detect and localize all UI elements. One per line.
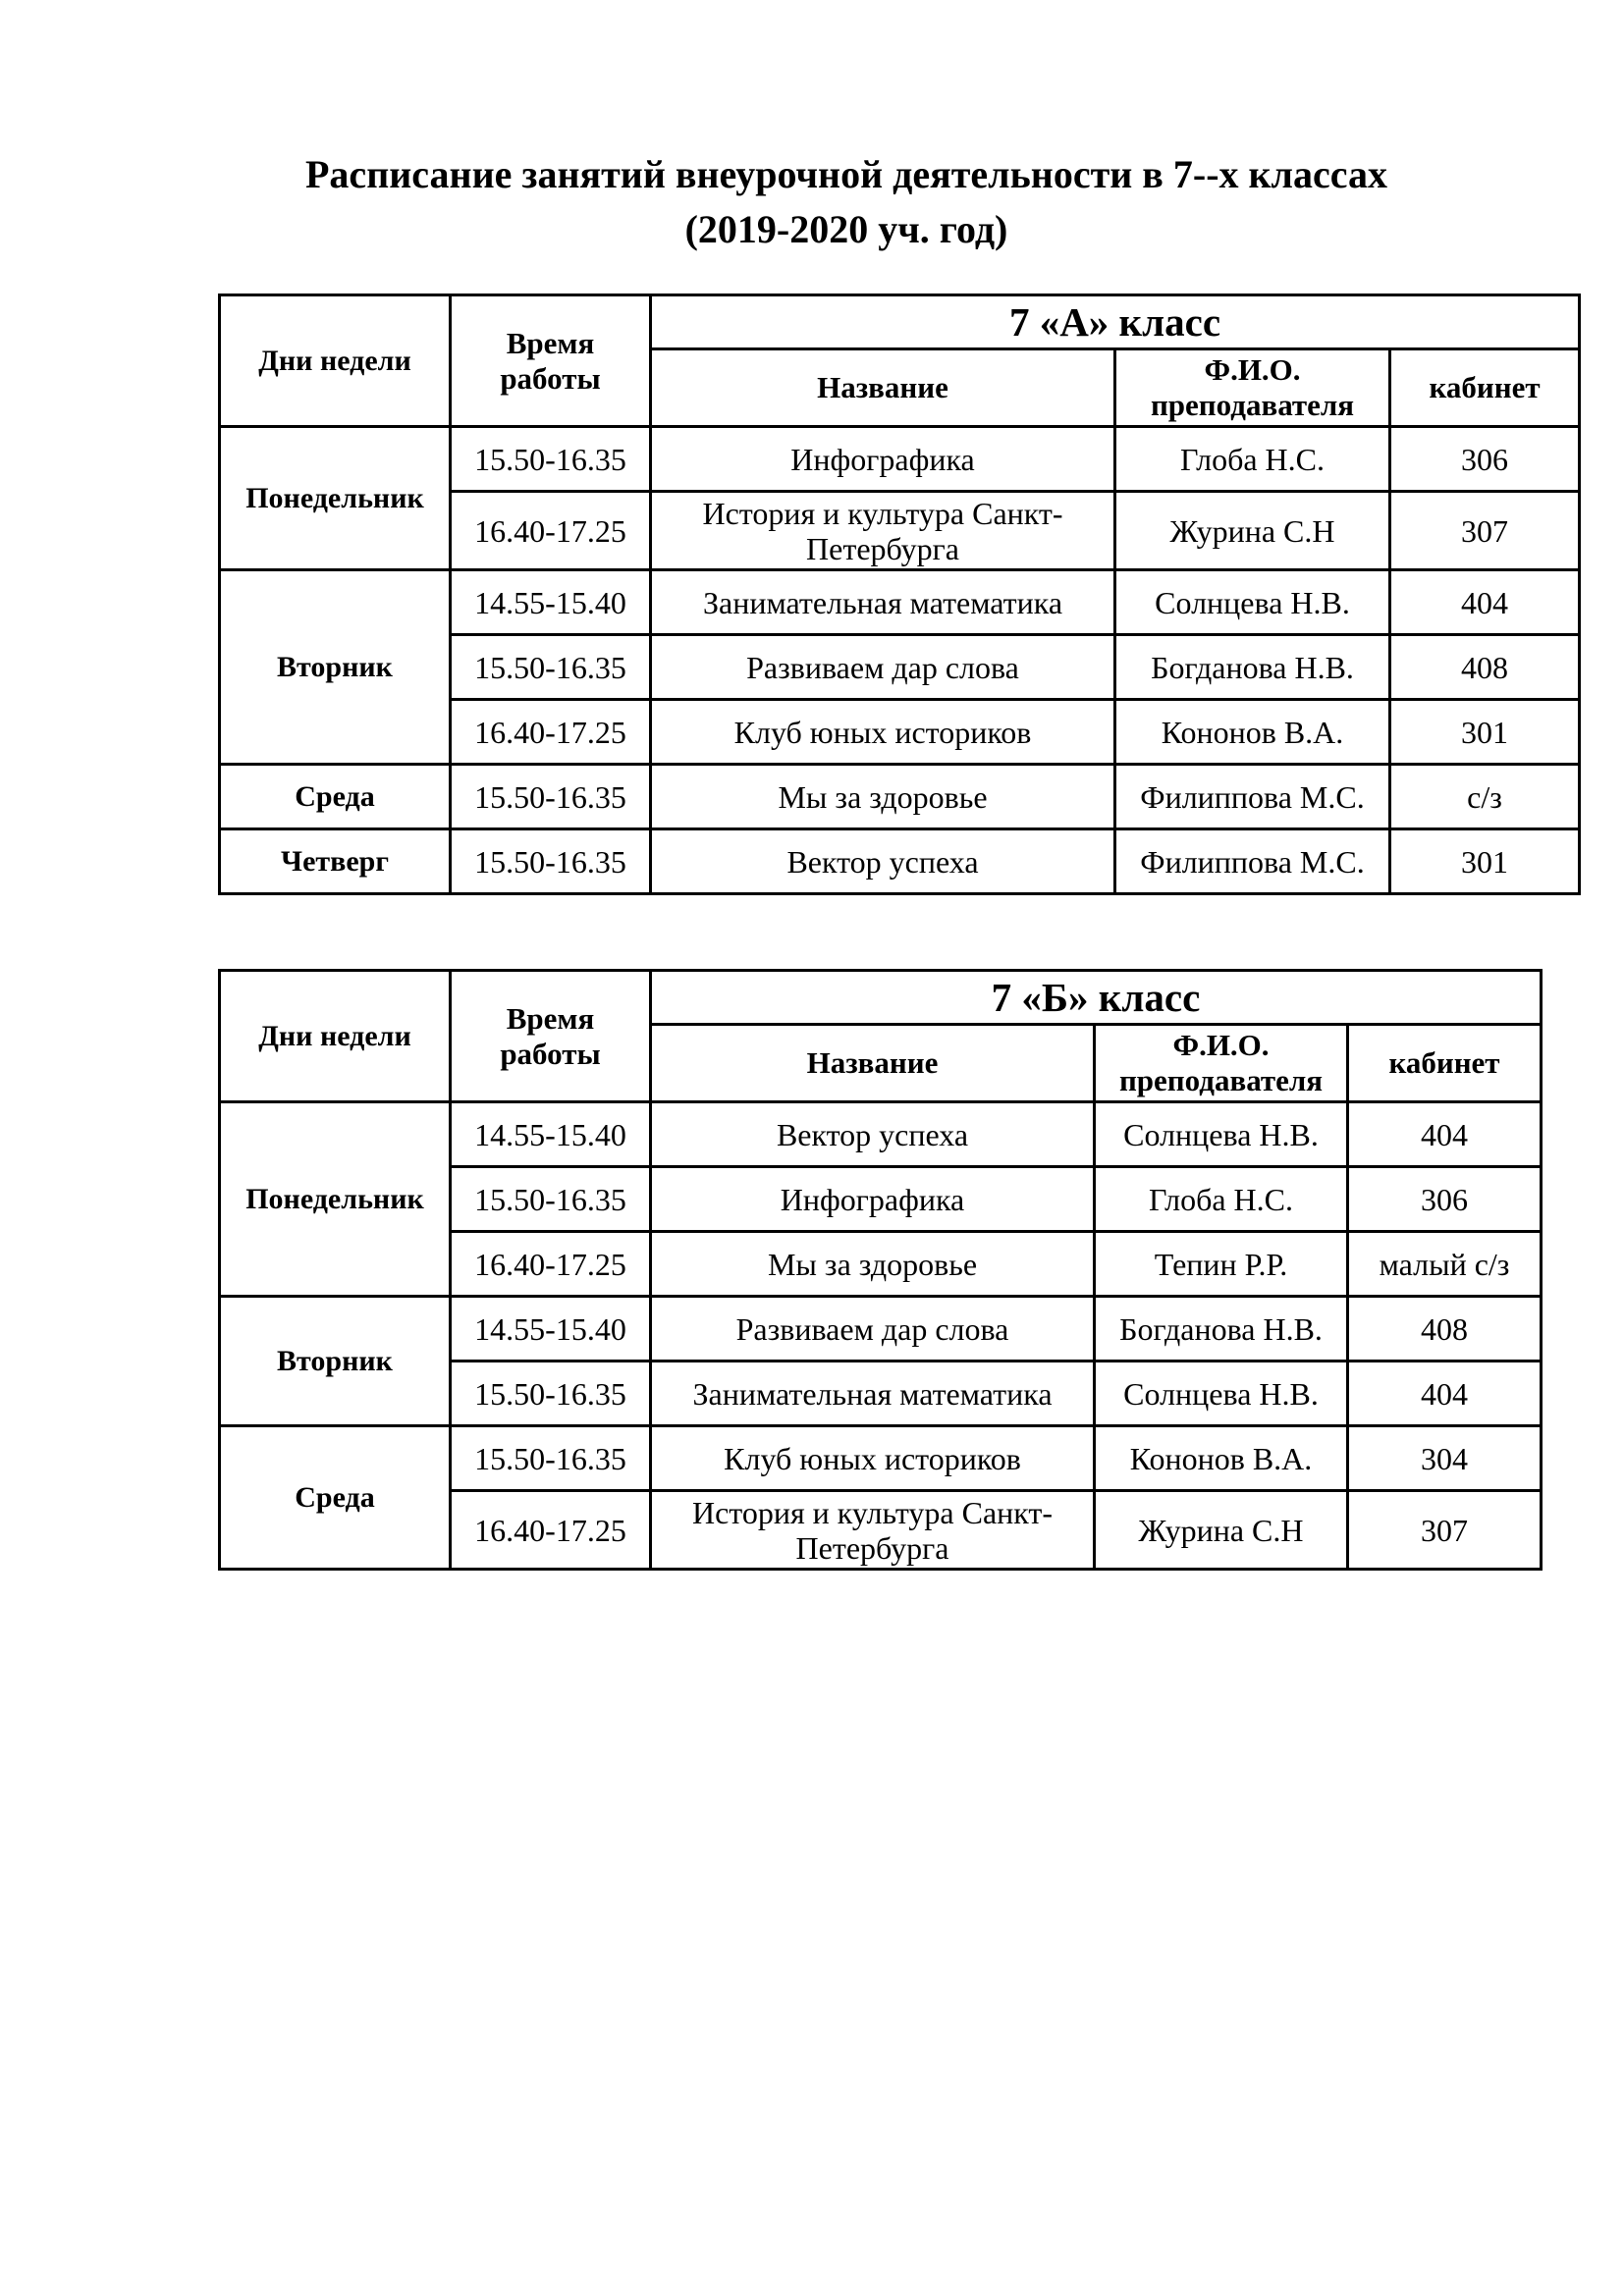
room-cell: 304	[1348, 1426, 1542, 1491]
teacher-cell: Филиппова М.С.	[1115, 765, 1390, 829]
table-row	[220, 765, 1580, 829]
table-row	[220, 829, 1580, 894]
teacher-cell: Кононов В.А.	[1095, 1426, 1348, 1491]
day-cell: Вторник	[220, 1297, 451, 1426]
activity-cell: Клуб юных историков	[651, 700, 1115, 765]
table-row	[220, 1426, 1542, 1491]
time-cell: 16.40-17.25	[451, 1491, 651, 1570]
time-cell: 15.50-16.35	[451, 635, 651, 700]
header-time: Время работы	[451, 295, 651, 427]
room-cell: 404	[1348, 1102, 1542, 1167]
activity-cell: Вектор успеха	[651, 1102, 1095, 1167]
time-cell: 15.50-16.35	[451, 829, 651, 894]
room-cell: 408	[1348, 1297, 1542, 1362]
table-row	[220, 1297, 1542, 1362]
activity-cell: История и культура Санкт-Петербурга	[651, 1491, 1095, 1570]
teacher-cell: Солнцева Н.В.	[1115, 570, 1390, 635]
title-line-1: Расписание занятий внеурочной деятельности в 7--х классах	[305, 152, 1387, 196]
day-cell: Вторник	[220, 570, 451, 765]
activity-cell: Занимательная математика	[651, 1362, 1095, 1426]
activity-cell: Развиваем дар слова	[651, 1297, 1095, 1362]
room-cell: 301	[1390, 700, 1580, 765]
day-cell: Среда	[220, 1426, 451, 1570]
table-row	[220, 427, 1580, 492]
header-teacher: Ф.И.О. преподавателя	[1095, 1025, 1348, 1102]
room-cell: 306	[1390, 427, 1580, 492]
header-name: Название	[651, 349, 1115, 427]
activity-cell: Развиваем дар слова	[651, 635, 1115, 700]
activity-cell: Мы за здоровье	[651, 765, 1115, 829]
time-cell: 15.50-16.35	[451, 1426, 651, 1491]
header-time: Время работы	[451, 971, 651, 1102]
room-cell: 404	[1348, 1362, 1542, 1426]
time-cell: 14.55-15.40	[451, 570, 651, 635]
room-cell: с/з	[1390, 765, 1580, 829]
time-cell: 15.50-16.35	[451, 1362, 651, 1426]
room-cell: 301	[1390, 829, 1580, 894]
teacher-cell: Солнцева Н.В.	[1095, 1102, 1348, 1167]
time-cell: 14.55-15.40	[451, 1297, 651, 1362]
room-cell: 404	[1390, 570, 1580, 635]
activity-cell: Клуб юных историков	[651, 1426, 1095, 1491]
teacher-cell: Филиппова М.С.	[1115, 829, 1390, 894]
class-title-7b: 7 «Б» класс	[651, 971, 1542, 1025]
teacher-cell: Солнцева Н.В.	[1095, 1362, 1348, 1426]
time-cell: 15.50-16.35	[451, 765, 651, 829]
day-cell: Среда	[220, 765, 451, 829]
activity-cell: История и культура Санкт-Петербурга	[651, 492, 1115, 570]
header-name: Название	[651, 1025, 1095, 1102]
activity-cell: Инфографика	[651, 1167, 1095, 1232]
header-teacher: Ф.И.О. преподавателя	[1115, 349, 1390, 427]
table-row	[220, 570, 1580, 635]
time-cell: 14.55-15.40	[451, 1102, 651, 1167]
header-room: кабинет	[1348, 1025, 1542, 1102]
page-title	[0, 147, 1624, 257]
title-line-2: (2019-2020 уч. год)	[684, 207, 1008, 251]
header-day: Дни недели	[220, 295, 451, 427]
time-cell: 16.40-17.25	[451, 1232, 651, 1297]
teacher-cell: Богданова Н.В.	[1095, 1297, 1348, 1362]
room-cell: 408	[1390, 635, 1580, 700]
teacher-cell: Журина С.Н	[1095, 1491, 1348, 1570]
table-row	[220, 1102, 1542, 1167]
teacher-cell: Журина С.Н	[1115, 492, 1390, 570]
room-cell: 306	[1348, 1167, 1542, 1232]
day-cell: Понедельник	[220, 427, 451, 570]
time-cell: 16.40-17.25	[451, 700, 651, 765]
activity-cell: Занимательная математика	[651, 570, 1115, 635]
header-room: кабинет	[1390, 349, 1580, 427]
room-cell: 307	[1348, 1491, 1542, 1570]
activity-cell: Мы за здоровье	[651, 1232, 1095, 1297]
activity-cell: Вектор успеха	[651, 829, 1115, 894]
class-title-7a: 7 «А» класс	[651, 295, 1580, 349]
room-cell: 307	[1390, 492, 1580, 570]
teacher-cell: Кононов В.А.	[1115, 700, 1390, 765]
teacher-cell: Глоба Н.С.	[1115, 427, 1390, 492]
schedule-table-7b	[218, 969, 1543, 1571]
activity-cell: Инфографика	[651, 427, 1115, 492]
room-cell: малый с/з	[1348, 1232, 1542, 1297]
header-day: Дни недели	[220, 971, 451, 1102]
teacher-cell: Богданова Н.В.	[1115, 635, 1390, 700]
teacher-cell: Глоба Н.С.	[1095, 1167, 1348, 1232]
teacher-cell: Тепин Р.Р.	[1095, 1232, 1348, 1297]
schedule-table-7a	[218, 294, 1581, 895]
day-cell: Понедельник	[220, 1102, 451, 1297]
time-cell: 15.50-16.35	[451, 1167, 651, 1232]
time-cell: 16.40-17.25	[451, 492, 651, 570]
time-cell: 15.50-16.35	[451, 427, 651, 492]
day-cell: Четверг	[220, 829, 451, 894]
